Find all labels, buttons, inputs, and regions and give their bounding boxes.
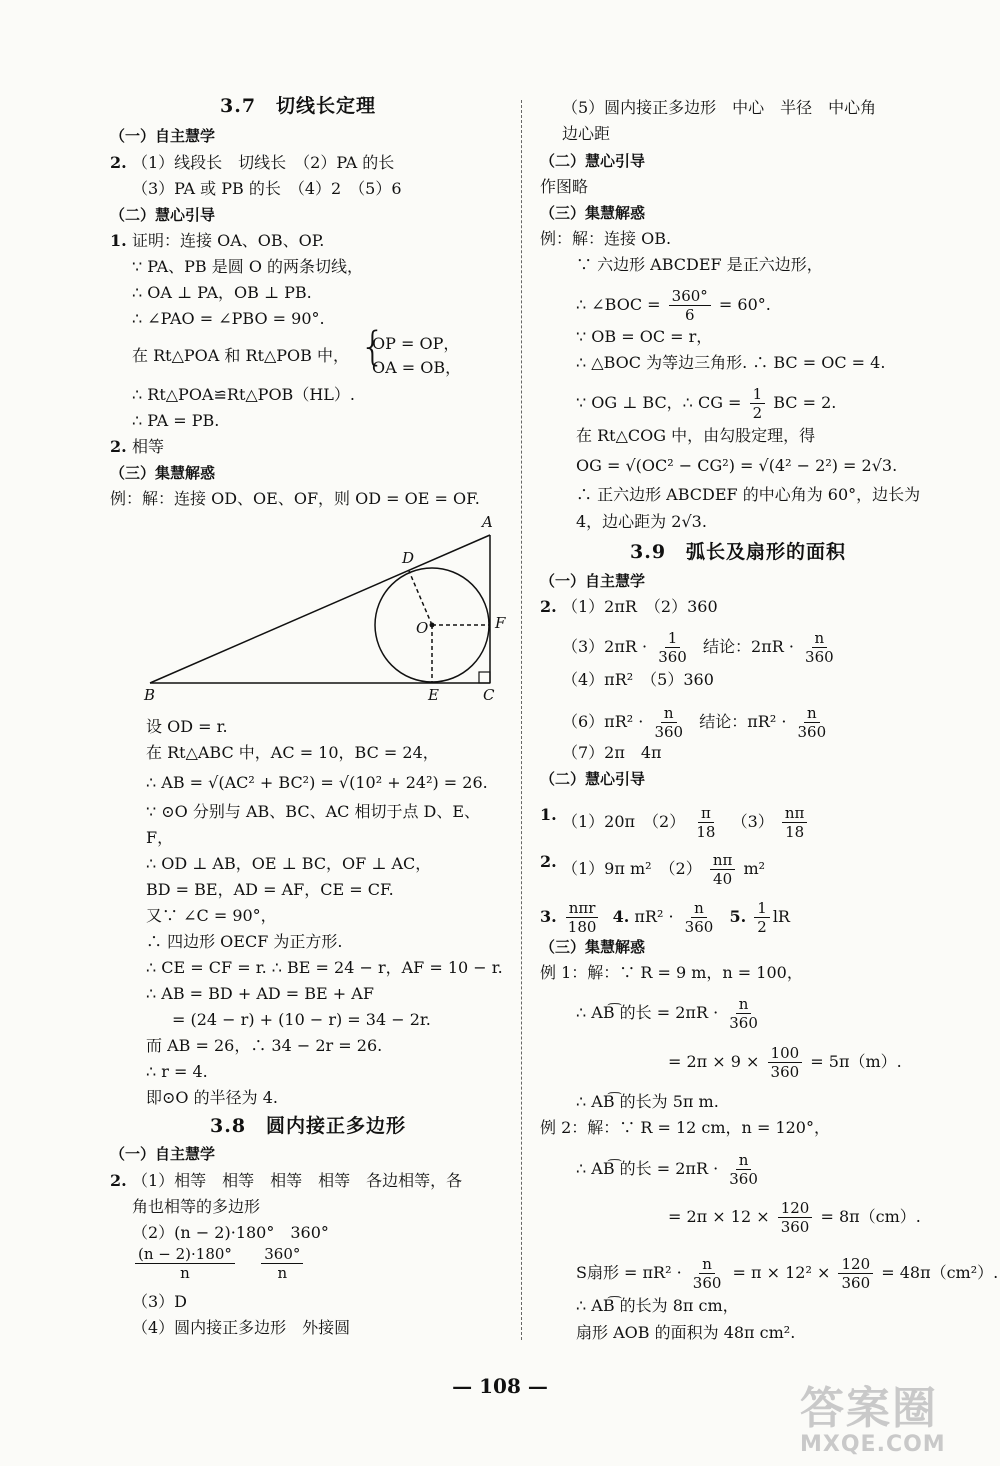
- answer-line: （1）线段长 切线长 （2）PA 的长: [132, 153, 395, 172]
- solution-line: 在 Rt△COG 中，由勾股定理，得: [576, 426, 816, 445]
- proof-line: ∴ Rt△POA≌Rt△POB（HL）.: [132, 385, 355, 404]
- answer-line: 边心距: [562, 124, 611, 143]
- solution-line: F，: [146, 828, 174, 847]
- label-c: C: [483, 686, 495, 701]
- solution-line: ∴ △BOC 为等边三角形. ∴ BC = OC = 4.: [576, 353, 886, 372]
- section-3-7-title: 3.7 切线长定理: [220, 95, 377, 117]
- answer-line: （3）2πR · $\frac{1}{360}$ 结论：2πR · $\frac{n}{360}$: [562, 629, 840, 666]
- example-line: 例：解：连接 OB.: [540, 229, 672, 248]
- solution-line: 而 AB = 26，∴ 34 − 2r = 26.: [146, 1036, 383, 1055]
- solution-line: OG = √(OC² − CG²) = √(4² − 2²) = 2√3.: [576, 456, 898, 475]
- subhead-huixin: （二）慧心引导: [540, 770, 646, 788]
- solution-line: BD = BE，AD = AF，CE = CF.: [146, 880, 394, 899]
- answer-line: （2）(n − 2)·180° 360°: [132, 1223, 329, 1242]
- subhead-jihui: （三）集慧解惑: [540, 204, 646, 222]
- proof-line: ∴ ∠PAO = ∠PBO = 90°.: [132, 309, 325, 328]
- answer-line: 角也相等的多边形: [132, 1197, 261, 1216]
- solution-line: ∵ 六边形 ABCDEF 是正六边形，: [576, 255, 823, 274]
- answer-line: 作图略: [540, 177, 589, 196]
- fraction: $\frac{n}{360}$: [729, 1151, 758, 1188]
- item-number: 1.: [110, 231, 127, 250]
- proof-line: 在 Rt△POA 和 Rt△POB 中，: [132, 346, 349, 365]
- fraction: $\frac{1}{360}$: [658, 629, 687, 666]
- watermark-url: MXQE.COM: [800, 1432, 946, 1457]
- fraction: $\frac{(n - 2)\cdot 180^\circ}{n}$: [135, 1245, 235, 1282]
- subhead-zizhu: （一）自主慧学: [110, 127, 216, 145]
- subhead-zizhu: （一）自主慧学: [110, 1145, 216, 1163]
- fraction: $\frac{120}{360}$: [778, 1199, 813, 1236]
- proof-line: ∴ PA = PB.: [132, 411, 220, 430]
- solution-line: ∴ OD ⊥ AB，OE ⊥ BC，OF ⊥ AC，: [146, 854, 432, 873]
- solution-line: ∴ AB͡ 的长为 5π m.: [576, 1092, 719, 1111]
- fraction: $\frac{n}{360}$: [654, 704, 684, 741]
- fraction: $\frac{n}{360}$: [805, 629, 834, 666]
- fraction: $\frac{n\pi}{40}$: [710, 851, 736, 888]
- solution-line: = 2π × 12 × $\frac{120}{360}$ = 8π（cm）.: [668, 1199, 921, 1236]
- label-d: D: [402, 549, 415, 567]
- solution-line: ∴ 四边形 OECF 为正方形.: [146, 932, 343, 951]
- solution-line: 设 OD = r.: [146, 717, 228, 736]
- solution-line: ∴ AB͡ 的长为 8π cm，: [576, 1296, 739, 1315]
- proof-line: OP = OP，: [372, 334, 460, 353]
- item-number: 2.: [110, 437, 127, 456]
- solution-line: 在 Rt△ABC 中，AC = 10，BC = 24，: [146, 743, 439, 762]
- section-3-8-title: 3.8 圆内接正多边形: [210, 1115, 407, 1137]
- subhead-huixin: （二）慧心引导: [540, 152, 646, 170]
- answer-line: （3）D: [132, 1292, 188, 1311]
- solution-line: = (24 − r) + (10 − r) = 34 − 2r.: [172, 1010, 431, 1029]
- radius-od: [409, 571, 432, 625]
- item-number: 2.: [110, 1171, 127, 1190]
- subhead-jihui: （三）集慧解惑: [540, 938, 646, 956]
- answer-line: （1）9π m² （2） $\frac{n\pi}{40}$ m²: [562, 851, 766, 888]
- example-line: 例：解：连接 OD、OE、OF，则 OD = OE = OF.: [110, 489, 480, 508]
- fraction: $\frac{n}{360}$: [684, 899, 714, 936]
- fraction: $\frac{n}{360}$: [797, 704, 827, 741]
- fraction: $\frac{\text{nπr}}{180}$: [565, 899, 600, 936]
- solution-line: ∴ AB = BD + AD = BE + AF: [146, 984, 374, 1003]
- side-ab: [150, 535, 490, 683]
- fraction: $\frac{n}{360}$: [729, 995, 758, 1032]
- proof-line: OA = OB，: [372, 358, 462, 377]
- column-divider: [521, 100, 522, 1340]
- solution-line: = 2π × 9 × $\frac{100}{360}$ = 5π（m）.: [668, 1044, 902, 1081]
- section-3-9-title: 3.9 弧长及扇形的面积: [630, 541, 847, 563]
- answer-line: （6）πR² · $\frac{n}{360}$ 结论：πR² · $\frac{n}{360}$: [562, 704, 832, 741]
- fraction: $\frac{n}{360}$: [692, 1255, 722, 1292]
- answer-line: （4）圆内接正多边形 外接圆: [132, 1318, 351, 1337]
- answer-line: （1）20π （2） $\frac{\pi}{18}$ （3） $\frac{n\pi}{18}$: [562, 804, 810, 841]
- subhead-jihui: （三）集慧解惑: [110, 464, 216, 482]
- solution-line: 扇形 AOB 的面积为 48π cm².: [576, 1323, 796, 1342]
- example-line: 例 1：解：∵ R = 9 m，n = 100，: [540, 963, 803, 982]
- solution-line: ∴ ∠BOC = $\frac{360^\circ}{6}$ = 60°.: [576, 287, 771, 324]
- solution-line: ∴ 正六边形 ABCDEF 的中心角为 60°，边长为: [576, 485, 921, 504]
- proof-line: ∴ OA ⊥ PA，OB ⊥ PB.: [132, 283, 312, 302]
- solution-line: 4，边心距为 2√3.: [576, 512, 707, 531]
- fraction: $\frac{n\pi}{18}$: [782, 804, 808, 841]
- answer-line: 相等: [132, 437, 165, 456]
- fraction: $\frac{\pi}{18}$: [696, 804, 716, 841]
- fraction-answers: [132, 1245, 306, 1282]
- solution-line: ∴ AB͡ 的长 = 2πR · $\frac{n}{360}$: [576, 1151, 764, 1188]
- solution-line: ∵ OB = OC = r，: [576, 327, 713, 346]
- solution-line: S扇形 = πR² · $\frac{n}{360}$ = π × 12² × $\frac{120}{360}$ = 48π（cm²）.: [576, 1255, 999, 1292]
- solution-line: ∴ CE = CF = r. ∴ BE = 24 − r，AF = 10 − r.: [146, 958, 503, 977]
- solution-line: ∴ AB = √(AC² + BC²) = √(10² + 24²) = 26.: [146, 773, 488, 792]
- solution-line: ∵ OG ⊥ BC，∴ CG = $\frac{1}{2}$ BC = 2.: [576, 385, 837, 422]
- item-number: 2.: [540, 597, 557, 616]
- item-number: 2.: [110, 153, 127, 172]
- fraction: $\frac{1}{2}$: [750, 385, 766, 422]
- subhead-zizhu: （一）自主慧学: [540, 572, 646, 590]
- answer-line: （3）PA 或 PB 的长 （4）2 （5）6: [132, 179, 402, 198]
- fraction: $\frac{1}{2}$: [754, 899, 770, 936]
- watermark-logo: [800, 1372, 990, 1457]
- proof-line: ∵ PA、PB 是圆 O 的两条切线，: [132, 257, 364, 276]
- solution-line: ∵ ⊙O 分别与 AB、BC、AC 相切于点 D、E、: [146, 802, 481, 821]
- fraction: $\frac{100}{360}$: [768, 1044, 803, 1081]
- solution-line: 又∵ ∠C = 90°，: [146, 906, 277, 925]
- fraction: $\frac{360^\circ}{6}$: [669, 287, 711, 324]
- item-number: 2.: [540, 852, 557, 871]
- answer-line: （1）相等 相等 相等 相等 各边相等，各: [132, 1171, 463, 1190]
- answer-line: （4）πR² （5）360: [562, 670, 714, 689]
- page-number: — 108 —: [452, 1374, 548, 1398]
- center-point: [430, 623, 435, 628]
- fraction: $\frac{360^\circ}{n}$: [261, 1245, 303, 1282]
- watermark-text: 答案圈: [800, 1383, 938, 1434]
- answer-line: （7）2π 4π: [562, 743, 662, 762]
- right-angle-mark: [479, 672, 490, 683]
- answer-line: 3. $\frac{\text{nπr}}{180}$ 4. πR² · $\frac{n}{360}$ 5. $\frac{1}{2}$ lR: [540, 899, 790, 936]
- label-o: O: [416, 619, 429, 637]
- label-f: F: [495, 614, 506, 632]
- solution-line: ∴ r = 4.: [146, 1062, 208, 1081]
- example-line: 例 2：解：∵ R = 12 cm，n = 120°，: [540, 1118, 830, 1137]
- fraction: $\frac{120}{360}$: [838, 1255, 873, 1292]
- item-number: 1.: [540, 805, 557, 824]
- tangent-circle-figure: [130, 513, 510, 701]
- solution-line: 即⊙O 的半径为 4.: [146, 1088, 278, 1107]
- label-a: A: [482, 513, 493, 531]
- answer-line: （1）2πR （2）360: [562, 597, 718, 616]
- proof-line: 证明：连接 OA、OB、OP.: [132, 231, 325, 250]
- answer-line: （5）圆内接正多边形 中心 半径 中心角: [562, 98, 877, 117]
- subhead-huixin: （二）慧心引导: [110, 206, 216, 224]
- label-e: E: [428, 686, 439, 701]
- brace-symbol: {: [360, 324, 386, 370]
- solution-line: ∴ AB͡ 的长 = 2πR · $\frac{n}{360}$: [576, 995, 764, 1032]
- label-b: B: [144, 686, 156, 701]
